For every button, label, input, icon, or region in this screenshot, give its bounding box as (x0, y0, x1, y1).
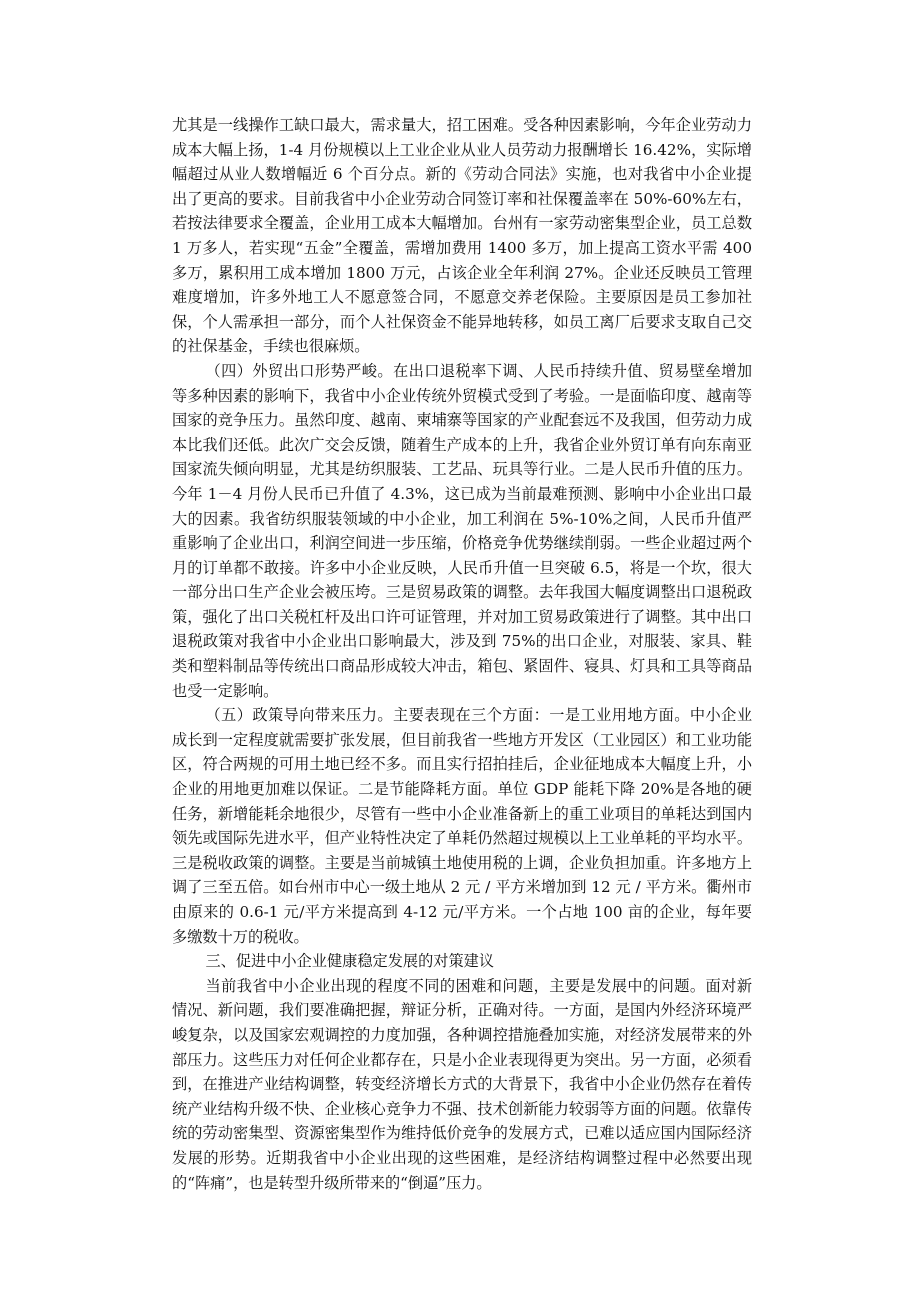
paragraph-countermeasures: 当前我省中小企业出现的程度不同的困难和问题，主要是发展中的问题。面对新情况、新问题，我们要准确把握，辩证分析，正确对待。一方面，是国内外经济环境严峻复杂，以及国家宏观调控的力度加强，各种调控措施叠加实施，对经济发展带来的外部压力。这些压力对任何企业都存在，只是小企业表现得更为突出。另一方面，必须看到，在推进产业结构调整，转变经济增长方式的大背景下，我省中小企业仍然存在着传统产业结构升级不快、企业核心竞争力不强、技术创新能力较弱等方面的问题。依靠传统的劳动密集型、资源密集型作为维持低价竞争的发展方式，已难以适应国内国际经济发展的形势。近期我省中小企业出现的这些困难，是经济结构调整过程中必然要出现的“阵痛”，也是转型升级所带来的“倒逼”压力。 (172, 976, 752, 1192)
section-heading: 三、促进中小企业健康稳定发展的对策建议 (205, 952, 494, 971)
paragraph-foreign-trade: （四）外贸出口形势严峻。在出口退税率下调、人民币持续升值、贸易壁垒增加等多种因素的影响下，我省中小企业传统外贸模式受到了考验。一是面临印度、越南等国家的竞争压力。虽然印度、越南、柬埔寨等国家的产业配套远不及我国，但劳动力成本比我们还低。此次广交会反馈，随着生产成本的上升，我省企业外贸订单有向东南亚国家流失倾向明显，尤其是纺织服装、工艺品、玩具等行业。二是人民币升值的压力。今年 1－4 月份人民币已升值了 4.3%，这已成为当前最难预测、影响中小企业出口最大的因素。我省纺织服装领域的中小企业，加工利润在 5%-10%之间，人民币升值严重影响了企业出口，利润空间进一步压缩，价格竞争优势继续削弱。一些企业超过两个月的订单都不敢接。许多中小企业反映，人民币升值一旦突破 6.5，将是一个坎，很大一部分出口生产企业会被压垮。三是贸易政策的调整。去年我国大幅度调整出口退税政策，强化了出口关税杠杆及出口许可证管理，并对加工贸易政策进行了调整。其中出口退税政策对我省中小企业出口影响最大，涉及到 75%的出口企业，对服装、家具、鞋类和塑料制品等传统出口商品形成较大冲击，箱包、紧固件、寝具、灯具和工具等商品也受一定影响。 (172, 361, 752, 700)
paragraph-policy-pressure: （五）政策导向带来压力。主要表现在三个方面：一是工业用地方面。中小企业成长到一定程度就需要扩张发展，但目前我省一些地方开发区（工业园区）和工业功能区，符合两规的可用土地已经不多。而且实行招拍挂后，企业征地成本大幅度上升，小企业的用地更加难以保证。二是节能降耗方面。单位 GDP 能耗下降 20%是各地的硬任务，新增能耗余地很少，尽管有一些中小企业准备新上的重工业项目的单耗达到国内领先或国际先进水平，但产业特性决定了单耗仍然超过规模以上工业单耗的平均水平。三是税收政策的调整。主要是当前城镇土地使用税的上调，企业负担加重。许多地方上调了三至五倍。如台州市中心一级土地从 2 元 / 平方米增加到 12 元 / 平方米。衢州市由原来的 0.6-1 元/平方米提高到 4-12 元/平方米。一个占地 100 亩的企业，每年要多缴数十万的税收。 (172, 706, 752, 946)
document-page (172, 113, 752, 1195)
paragraph-labor-cost: 尤其是一线操作工缺口最大，需求量大，招工困难。受各种因素影响，今年企业劳动力成本大幅上扬，1-4 月份规模以上工业企业从业人员劳动力报酬增长 16.42%，实际增幅超过从业人数增幅近 6 个百分点。新的《劳动合同法》实施，也对我省中小企业提出了更高的要求。目前我省中小企业劳动合同签订率和社保覆盖率在 50%-60%左右，若按法律要求全覆盖，企业用工成本大幅增加。台州有一家劳动密集型企业，员工总数 1 万多人，若实现“五金”全覆盖，需增加费用 1400 多万，加上提高工资水平需 400 多万，累积用工成本增加 1800 万元，占该企业全年利润 27%。企业还反映员工管理难度增加，许多外地工人不愿意签合同，不愿意交养老保险。主要原因是员工参加社保，个人需承担一部分，而个人社保资金不能异地转移，如员工离厂后要求支取自己交的社保基金，手续也很麻烦。 (172, 116, 752, 356)
